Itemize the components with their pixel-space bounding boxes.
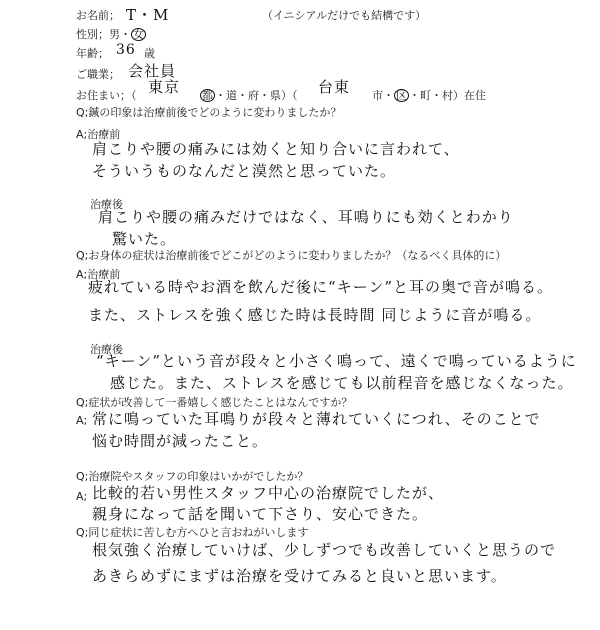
city-value: 台東 (318, 78, 351, 96)
age-unit: 歳 (144, 47, 155, 60)
q3-answer-line-1: 常に鳴っていた耳鳴りが段々と薄れていくにつれ、そのことで (92, 410, 541, 428)
address-label: お住まい；（ (76, 89, 137, 102)
age-label: 年齢； (76, 47, 109, 60)
q4-answer-label: A; (76, 490, 88, 503)
q2-question: Q;お身体の症状は治療前後でどこがどのように変わりましたか？（なるべく具体的に） (76, 249, 507, 262)
q2-before-line-1: 疲れている時やお酒を飲んだ後に“キーン”と耳の奥で音が鳴る。 (88, 278, 554, 296)
q2-after-label: 治療後 (90, 343, 123, 356)
city-rest: ・町・村）在住 (409, 89, 486, 102)
q2-after-line-2: 感じた。また、ストレスを感じても以前程音を感じなくなった。 (110, 374, 574, 392)
q3-answer-line-2: 悩む時間が減ったこと。 (92, 432, 269, 450)
prefecture-rest: ・道・府・県）（ (215, 89, 298, 102)
q2-before-line-2: また、ストレスを強く感じた時は長時間 同じように音が鳴る。 (88, 306, 542, 324)
q4-answer-line-2: 親身になって話を聞いて下さり、安心できた。 (92, 505, 429, 523)
q3-answer-label: A; (76, 414, 88, 427)
q4-answer-line-1: 比較的若い男性スタッフ中心の治療院でしたが、 (92, 484, 445, 502)
q2-after-line-1: “キーン”という音が段々と小さく鳴って、遠くで鳴っているように (96, 352, 577, 370)
q1-before-line-2: そういうものなんだと漠然と思っていた。 (92, 162, 397, 180)
age-value: 36 (116, 42, 136, 58)
q1-before-label: A;治療前 (76, 128, 121, 141)
name-note: （イニシアルだけでも結構です） (262, 9, 427, 22)
q5-question: Q;同じ症状に苦しむ方へひと言おねがいします (76, 526, 309, 539)
city-pre: 市・ (372, 89, 394, 102)
q2-before-label: A;治療前 (76, 268, 121, 281)
job-value: 会社員 (128, 62, 177, 80)
q1-after-label: 治療後 (90, 198, 123, 211)
q1-before-line-1: 肩こりや腰の痛みには効くと知り合いに言われて、 (92, 140, 460, 158)
job-label: ご職業； (76, 68, 120, 81)
q4-question: Q;治療院やスタッフの印象はいかがでしたか？ (76, 470, 309, 483)
gender-value: 女 (133, 28, 144, 41)
q5-answer-line-1: 根気強く治療していけば、少しずつでも改善していくと思うので (92, 541, 557, 559)
prefecture-circled: 都 (202, 89, 213, 102)
prefecture-type (200, 87, 298, 103)
q3-question: Q;症状が改善して一番嬉しく感じたことはなんですか？ (76, 396, 353, 409)
q1-after-line-1: 肩こりや腰の痛みだけではなく、耳鳴りにも効くとわかり (98, 208, 514, 226)
prefecture-value: 東京 (148, 78, 181, 96)
gender-label: 性別；男・ (76, 28, 131, 41)
city-circled: 区 (396, 89, 407, 102)
name-label: お名前； (76, 9, 120, 22)
q5-answer-line-2: あきらめずにまずは治療を受けてみると良いと思います。 (92, 567, 507, 585)
name-value: T・M (126, 6, 170, 24)
q1-question: Q;鍼の印象は治療前後でどのように変わりましたか？ (76, 106, 342, 119)
gender-row (76, 26, 146, 42)
q1-after-line-2: 驚いた。 (112, 230, 177, 248)
city-type (372, 87, 486, 103)
